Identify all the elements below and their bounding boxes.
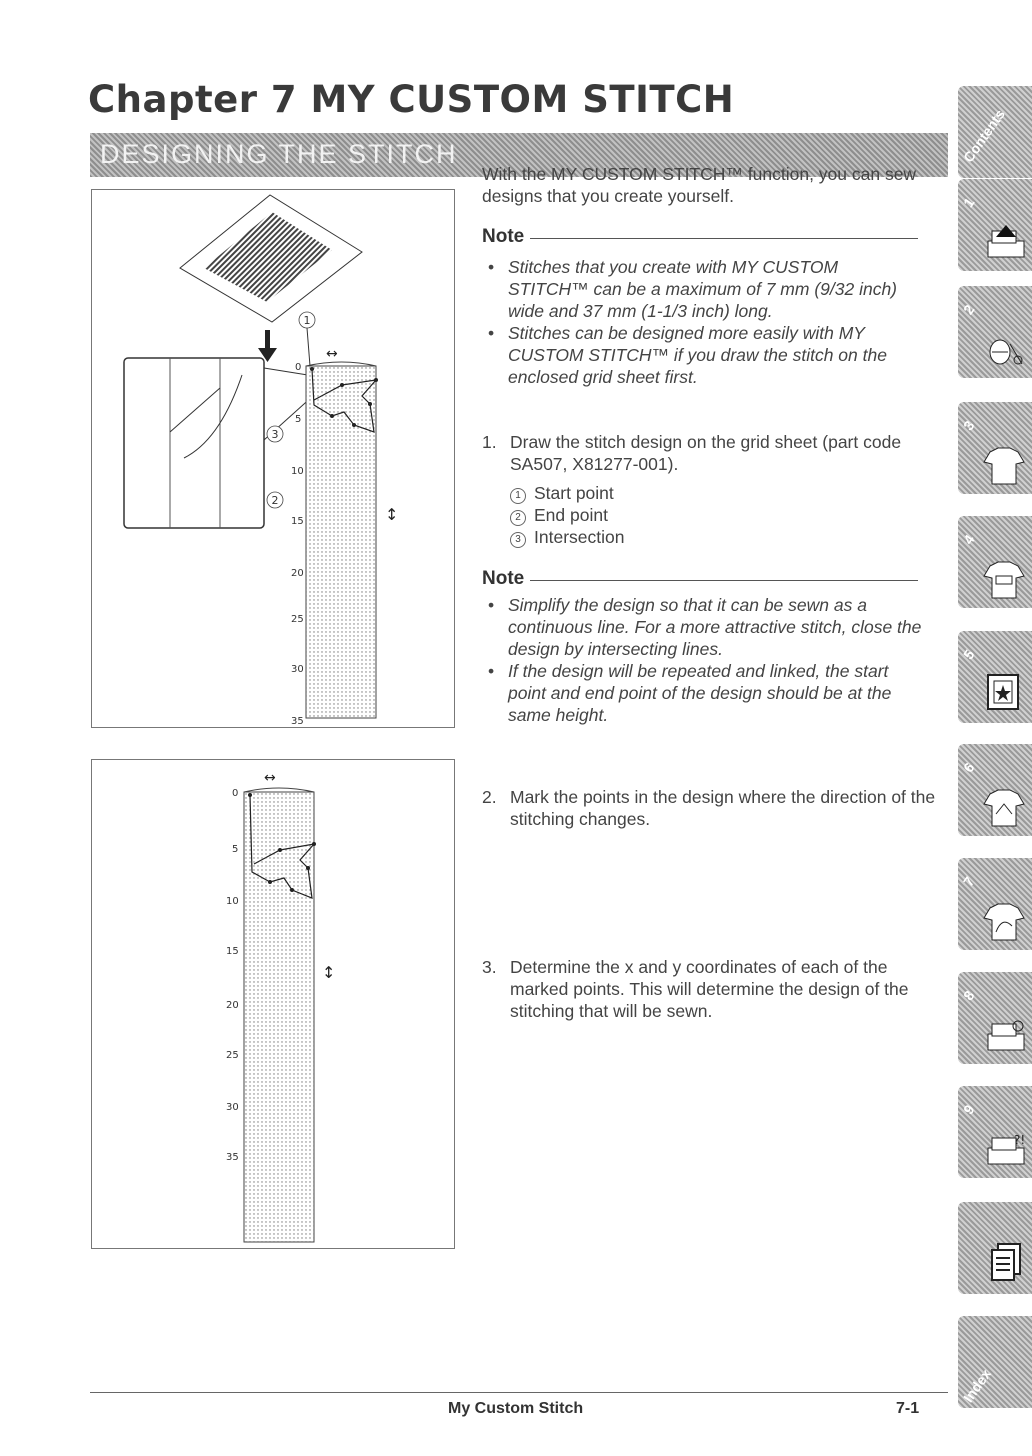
step-2 <box>482 786 950 830</box>
shirt-custom-icon <box>982 902 1026 942</box>
embroidery-frame-icon <box>986 671 1026 715</box>
fig2-tick: 20 <box>226 1000 239 1011</box>
tab-label: 9 <box>960 1101 978 1118</box>
thread-scissors-icon <box>986 330 1026 370</box>
fig1-tick: 35 <box>291 716 304 727</box>
shirt-pattern-icon <box>982 788 1026 828</box>
section-banner-label: DESIGNING THE STITCH <box>100 139 458 169</box>
figure-grid-sheet <box>91 189 455 728</box>
tab-label: 6 <box>960 759 978 776</box>
fig1-tick: 30 <box>291 664 304 675</box>
step-2-number: 2. <box>482 787 497 807</box>
figure-marked-points-drawing <box>92 760 454 1248</box>
tab-chapter-9[interactable] <box>958 1086 1032 1178</box>
tab-chapter-5[interactable] <box>958 631 1032 723</box>
machine-maintenance-icon <box>986 1016 1026 1056</box>
callout-end <box>482 504 922 526</box>
fig2-tick: 35 <box>226 1152 239 1163</box>
footer-rule <box>90 1392 948 1393</box>
tab-chapter-6[interactable] <box>958 744 1032 836</box>
marker-start-point: 1 <box>303 314 311 327</box>
callout-start <box>482 482 922 504</box>
step-1-number: 1. <box>482 432 497 452</box>
step-1-text: Draw the stitch design on the grid sheet (part code SA507, X81277-001). <box>510 432 902 474</box>
chapter-title: Chapter 7 MY CUSTOM STITCH <box>88 78 735 121</box>
tab-chapter-4[interactable] <box>958 516 1032 608</box>
intro-text: With the MY CUSTOM STITCH™ function, you can sew designs that you create yourself. <box>482 164 917 206</box>
tab-label: 5 <box>960 646 978 663</box>
tab-chapter-8[interactable] <box>958 972 1032 1064</box>
svg-text:↔: ↔ <box>326 346 338 362</box>
marker-intersection: 3 <box>271 428 279 441</box>
figure-marked-points <box>91 759 455 1249</box>
step-1 <box>482 431 950 475</box>
note1-heading: Note <box>482 226 525 247</box>
tab-chapter-1[interactable] <box>958 179 1032 271</box>
footer-title: My Custom Stitch <box>448 1400 584 1417</box>
fig2-tick: 15 <box>226 946 239 957</box>
callout-marker: 3 <box>510 532 526 548</box>
machine-icon <box>986 223 1026 263</box>
svg-text:?!: ?! <box>1014 1133 1026 1147</box>
tab-label: Contents <box>960 106 1008 166</box>
note2-heading: Note <box>482 568 525 589</box>
tab-label: 7 <box>960 873 978 890</box>
shirt-icon <box>982 446 1026 486</box>
tab-label: 3 <box>960 417 978 434</box>
tab-label: Index <box>960 1366 995 1406</box>
tab-label: 4 <box>960 531 978 548</box>
note1-item: • Stitches can be designed more easily with MY CUSTOM STITCH™ if you draw the stitch on the enclosed grid sheet first. <box>482 322 922 388</box>
marker-end-point: 2 <box>271 494 279 507</box>
note2-rule <box>530 580 918 581</box>
step-3-number: 3. <box>482 957 497 977</box>
fig1-tick: 25 <box>291 614 304 625</box>
note1-list <box>482 256 922 388</box>
callout-marker: 1 <box>510 488 526 504</box>
tab-label: 2 <box>960 301 978 318</box>
fig1-tick: 0 <box>295 362 302 373</box>
callout-marker: 2 <box>510 510 526 526</box>
shirt-abc-icon <box>982 560 1026 600</box>
fig2-tick: 25 <box>226 1050 239 1061</box>
callout-list <box>482 482 922 548</box>
tab-chapter-2[interactable] <box>958 286 1032 378</box>
callout-text: Start point <box>534 483 614 503</box>
page-number: 7-1 <box>896 1400 920 1417</box>
tab-index[interactable] <box>958 1316 1032 1408</box>
note1-item: • Stitches that you create with MY CUSTOM STITCH™ can be a maximum of 7 mm (9/32 inch) wide and 37 mm (1-1/3 inch) long. <box>482 256 922 322</box>
note2-list <box>482 594 922 726</box>
svg-text:↔: ↔ <box>264 770 276 786</box>
step-3 <box>482 956 950 1022</box>
svg-text:↕: ↕ <box>322 963 336 982</box>
fig2-tick: 0 <box>232 788 239 799</box>
fig1-tick: 10 <box>291 466 304 477</box>
fig2-tick: 10 <box>226 896 239 907</box>
step-3-text: Determine the x and y coordinates of each of the marked points. This will determine the design of the stitching that will be sewn. <box>510 957 909 1021</box>
note2-item: • Simplify the design so that it can be sewn as a continuous line. For a more attractive stitch, close the design by intersecting lines. <box>482 594 922 660</box>
tab-contents[interactable] <box>958 86 1032 178</box>
tab-appendix[interactable] <box>958 1202 1032 1294</box>
callout-text: Intersection <box>534 527 625 547</box>
tab-chapter-7[interactable] <box>958 858 1032 950</box>
machine-troubleshoot-icon <box>986 1130 1026 1170</box>
fig1-tick: 15 <box>291 516 304 527</box>
fig1-tick: 20 <box>291 568 304 579</box>
note2-item: • If the design will be repeated and linked, the start point and end point of the design should be at the same height. <box>482 660 922 726</box>
callout-intersection <box>482 526 922 548</box>
document-icon <box>986 1242 1026 1286</box>
fig2-tick: 5 <box>232 844 239 855</box>
tab-label: 1 <box>960 194 978 211</box>
fig1-tick: 5 <box>295 414 302 425</box>
callout-text: End point <box>534 505 608 525</box>
fig2-tick: 30 <box>226 1102 239 1113</box>
note1-rule <box>530 238 918 239</box>
step-2-text: Mark the points in the design where the direction of the stitching changes. <box>510 787 936 829</box>
figure-grid-sheet-drawing <box>92 190 454 727</box>
tab-chapter-3[interactable] <box>958 402 1032 494</box>
tab-label: 8 <box>960 987 978 1004</box>
svg-text:↕: ↕ <box>385 505 399 524</box>
